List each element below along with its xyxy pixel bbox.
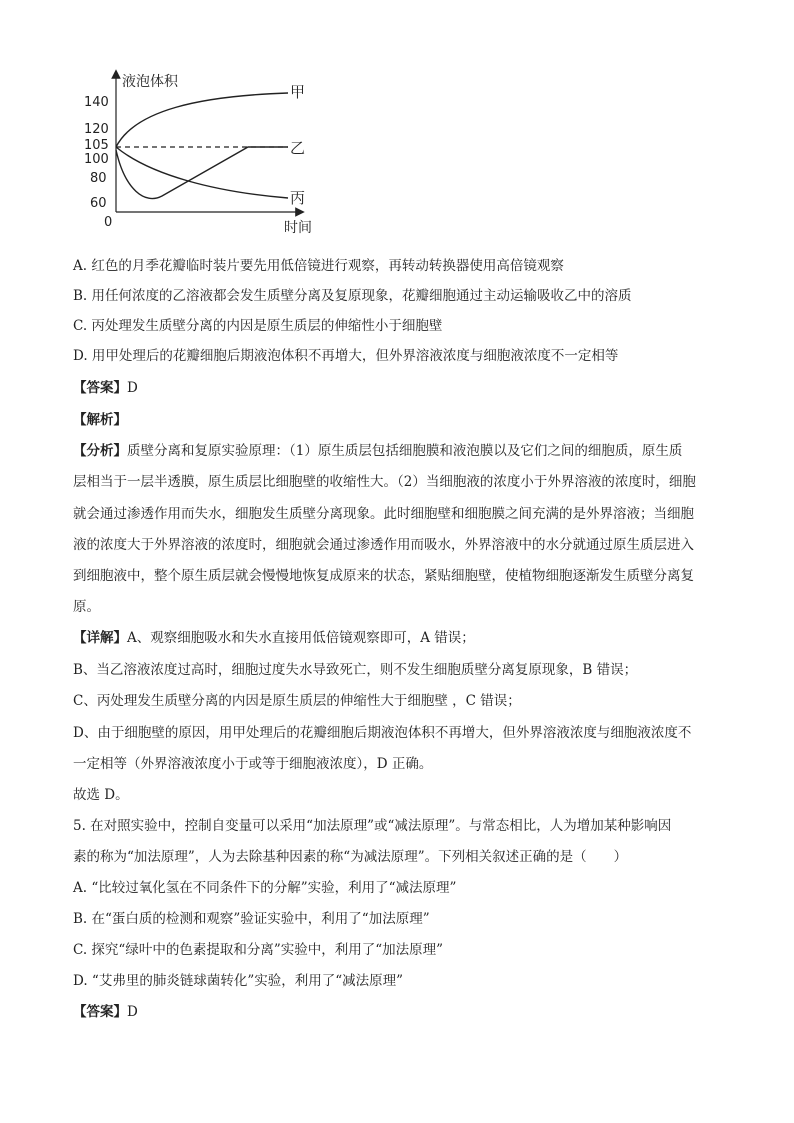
fenxi-line: 到细胞液中，整个原生质层就会慢慢地恢复成原来的状态，紧贴细胞壁，使植物细胞逐渐发生质壁分离复 bbox=[73, 568, 694, 584]
fenxi-label: 【分析】 bbox=[73, 443, 127, 459]
xiangjie-line: 一定相等（外界溶液浓度小于或等于细胞液浓度），D 正确。 bbox=[73, 756, 433, 772]
y-tick-label: 100 bbox=[84, 152, 109, 167]
y-tick-label: 60 bbox=[90, 196, 107, 211]
y-tick-label: 105 bbox=[84, 138, 109, 153]
xiangjie-line: 故选 D。 bbox=[73, 787, 129, 803]
fenxi-line: 就会通过渗透作用而失水，细胞发生质壁分离现象。此时细胞壁和细胞膜之间充满的是外界溶液；当细胞 bbox=[73, 506, 694, 522]
q5-answer bbox=[73, 1002, 138, 1022]
q4-answer bbox=[73, 378, 138, 398]
vacuole-volume-chart bbox=[0, 0, 794, 240]
series-label-bing: 丙 bbox=[290, 189, 306, 207]
xiangjie-line: D、由于细胞壁的原因，用甲处理后的花瓣细胞后期液泡体积不再增大，但外界溶液浓度与细胞液浓度不 bbox=[73, 725, 692, 741]
fenxi-line: 【分析】质壁分离和复原实验原理：（1）原生质层包括细胞膜和液泡膜以及它们之间的细胞质，原生质 bbox=[73, 443, 683, 459]
series-jia-line bbox=[116, 93, 288, 147]
answer-label: 【答案】 bbox=[73, 380, 127, 396]
fenxi-line: 液的浓度大于外界溶液的浓度时，细胞就会通过渗透作用而吸水，外界溶液中的水分就通过原生质层进入 bbox=[73, 537, 694, 553]
q5-option-a: A. “比较过氧化氢在不同条件下的分解”实验，利用了“减法原理” bbox=[73, 880, 457, 896]
series-label-jia: 甲 bbox=[290, 83, 306, 101]
q4-option-d: D. 用甲处理后的花瓣细胞后期液泡体积不再增大，但外界溶液浓度与细胞液浓度不一定相等 bbox=[73, 348, 619, 364]
xiangjie-line: 【详解】A、观察细胞吸水和失水直接用低倍镜观察即可，A 错误； bbox=[73, 630, 475, 646]
y-tick-label: 80 bbox=[90, 171, 107, 186]
answer-label: 【答案】 bbox=[73, 1004, 127, 1020]
q5-option-d: D. “艾弗里的肺炎链球菌转化”实验，利用了“减法原理” bbox=[73, 973, 404, 989]
y-tick-label: 120 bbox=[84, 122, 109, 137]
fenxi-line: 层相当于一层半透膜，原生质层比细胞壁的收缩性大。（2）当细胞液的浓度小于外界溶液的浓度时，细胞 bbox=[73, 474, 696, 490]
q4-option-a: A. 红色的月季花瓣临时装片要先用低倍镜进行观察，再转动转换器使用高倍镜观察 bbox=[73, 258, 564, 274]
series-label-yi: 乙 bbox=[290, 139, 306, 157]
q4-option-b: B. 用任何浓度的乙溶液都会发生质壁分离及复原现象，花瓣细胞通过主动运输吸收乙中的溶质 bbox=[73, 288, 632, 304]
q4-option-c: C. 丙处理发生质壁分离的内因是原生质层的伸缩性小于细胞壁 bbox=[73, 318, 443, 334]
q5-option-b: B. 在“蛋白质的检测和观察”验证实验中，利用了“加法原理” bbox=[73, 911, 430, 927]
answer-value: D bbox=[127, 380, 138, 396]
x-axis-label: 时间 bbox=[284, 220, 312, 236]
q5-stem: 5. 在对照实验中，控制自变量可以采用“加法原理”或“减法原理”。与常态相比，人为增加某种影响因 bbox=[73, 818, 672, 834]
xiangjie-line: B、当乙溶液浓度过高时，细胞过度失水导致死亡，则不发生细胞质壁分离复原现象，B 错误； bbox=[73, 662, 638, 678]
series-dip-recover-line bbox=[116, 147, 288, 199]
y-tick-label: 140 bbox=[84, 95, 109, 110]
xiangjie-label: 【详解】 bbox=[73, 630, 127, 646]
q5-option-c: C. 探究“绿叶中的色素提取和分离”实验中，利用了“加法原理” bbox=[73, 942, 444, 958]
fenxi-line: 原。 bbox=[73, 599, 100, 615]
analysis-label: 【解析】 bbox=[73, 412, 127, 428]
origin-label: 0 bbox=[104, 215, 113, 230]
xiangjie-line: C、丙处理发生质壁分离的内因是原生质层的伸缩性大于细胞壁 ，C 错误； bbox=[73, 693, 521, 709]
q5-stem: 素的称为“加法原理”，人为去除基种因素的称“为减法原理”。下列相关叙述正确的是（ ） bbox=[73, 849, 628, 865]
y-axis-label: 液泡体积 bbox=[122, 74, 178, 90]
answer-value: D bbox=[127, 1004, 138, 1020]
